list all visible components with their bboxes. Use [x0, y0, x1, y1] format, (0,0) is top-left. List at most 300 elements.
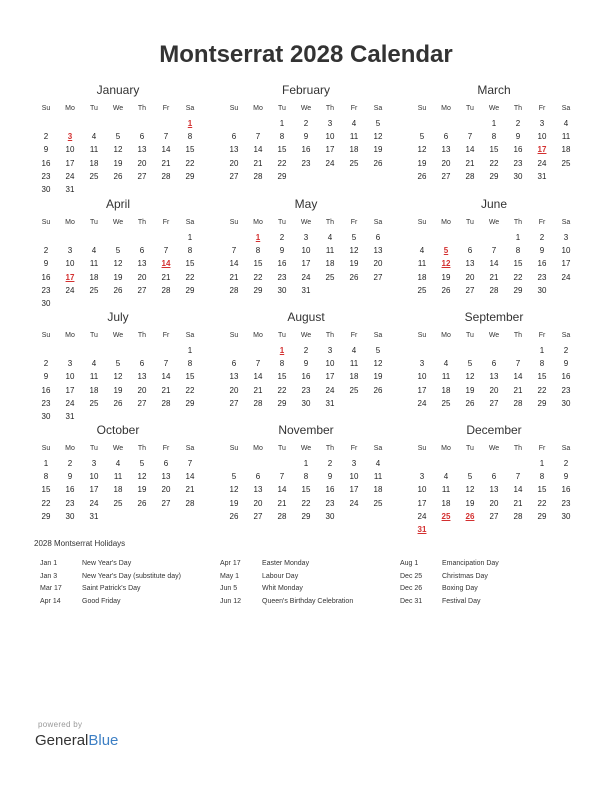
day-cell: 4: [351, 346, 357, 355]
day-cell: 21: [161, 158, 171, 168]
day-cell: 13: [441, 145, 451, 155]
weekday-header: [410, 101, 578, 117]
empty-cell: [366, 170, 390, 183]
day-cell: 7: [491, 246, 497, 256]
week-row: [410, 157, 578, 170]
day-cell: 30: [561, 511, 571, 521]
month-name: December: [466, 423, 522, 437]
empty-cell: [270, 457, 294, 470]
empty-cell: [410, 344, 434, 357]
day-cell: 21: [253, 385, 263, 395]
week-row: [34, 370, 202, 383]
week-row: [222, 384, 390, 397]
day-cell: 1: [491, 119, 497, 128]
weekday-label: Fr: [350, 105, 358, 112]
month-june: [410, 195, 578, 297]
week-row: [410, 344, 578, 357]
month-october: [34, 421, 202, 523]
week-row: [34, 470, 202, 483]
day-cell: 8: [515, 246, 521, 256]
holiday-date: Dec 31: [400, 597, 423, 605]
weekday-label: Mo: [65, 219, 75, 226]
day-cell: 10: [301, 246, 311, 256]
day-cell: 2: [303, 346, 309, 355]
day-cell: 12: [465, 485, 475, 495]
empty-cell: [82, 231, 106, 244]
weekday-header: [410, 441, 578, 457]
day-cell: 26: [349, 272, 359, 282]
empty-cell: [154, 510, 178, 523]
day-cell: 20: [489, 498, 499, 508]
day-cell: 25: [349, 158, 359, 168]
week-row: [34, 117, 202, 130]
day-cell: 1: [187, 233, 193, 242]
empty-cell: [130, 231, 154, 244]
day-cell: 9: [563, 359, 569, 369]
day-cell: 5: [467, 359, 473, 369]
day-cell: 14: [253, 145, 263, 155]
empty-cell: [58, 231, 82, 244]
week-row: [34, 384, 202, 397]
day-cell: 31: [65, 184, 75, 194]
day-cell: 26: [113, 171, 123, 181]
day-cell: 28: [465, 171, 475, 181]
day-cell: 6: [491, 359, 497, 369]
powered-by-text: powered by: [38, 720, 83, 729]
day-cell: 6: [375, 233, 381, 242]
day-cell: 15: [277, 145, 287, 155]
day-cell: 18: [113, 485, 123, 495]
day-cell: 5: [351, 233, 357, 242]
week-row: [34, 497, 202, 510]
month-name: March: [477, 83, 511, 97]
day-cell: 23: [277, 272, 287, 282]
holiday-name: Good Friday: [82, 597, 121, 605]
week-row: [34, 257, 202, 270]
empty-cell: [458, 231, 482, 244]
day-cell: 1: [279, 119, 285, 128]
day-cell: 29: [513, 285, 523, 295]
day-cell: 10: [65, 145, 75, 155]
day-cell: 8: [303, 472, 309, 482]
day-cell: 6: [163, 459, 169, 468]
day-cell: 10: [349, 472, 359, 482]
day-cell: 14: [161, 145, 171, 155]
day-cell: 3: [303, 233, 309, 242]
empty-cell: [246, 344, 270, 357]
empty-cell: [434, 523, 458, 536]
day-cell: 1: [187, 119, 193, 128]
empty-cell: [434, 117, 458, 130]
day-cell: 26: [373, 385, 383, 395]
day-cell: 12: [465, 372, 475, 382]
week-row: [34, 244, 202, 257]
empty-cell: [506, 457, 530, 470]
empty-cell: [434, 231, 458, 244]
day-cell: 2: [539, 233, 545, 242]
weekday-label: Mo: [253, 332, 263, 339]
week-row: [222, 143, 390, 156]
day-cell: 11: [441, 372, 451, 382]
week-row: [222, 244, 390, 257]
day-cell: 7: [255, 132, 261, 142]
day-cell: 16: [277, 259, 287, 269]
day-cell: 24: [325, 385, 335, 395]
empty-cell: [434, 457, 458, 470]
holiday-name: New Year's Day (substitute day): [82, 572, 181, 580]
holiday-item: [34, 583, 181, 596]
day-cell: 7: [163, 132, 169, 142]
day-cell: 27: [465, 285, 475, 295]
holiday-column: [214, 558, 353, 608]
day-cell: 2: [43, 132, 49, 142]
day-cell: 23: [41, 171, 51, 181]
day-cell: 22: [253, 272, 263, 282]
day-cell: 19: [229, 498, 239, 508]
weekday-label: Fr: [538, 445, 546, 452]
day-cell: 30: [65, 511, 75, 521]
day-cell: 16: [301, 145, 311, 155]
day-cell: 3: [351, 459, 357, 468]
empty-cell: [458, 117, 482, 130]
empty-cell: [554, 523, 578, 536]
holiday-name: New Year's Day: [82, 560, 132, 567]
day-cell: 26: [113, 285, 123, 295]
day-cell: 7: [515, 359, 521, 369]
holiday-item: [214, 583, 353, 596]
holiday-name: Christmas Day: [442, 572, 488, 580]
week-row: [222, 257, 390, 270]
day-cell: 16: [65, 485, 75, 495]
day-cell: 1: [539, 459, 545, 468]
day-cell: 21: [277, 498, 287, 508]
week-row: [410, 384, 578, 397]
day-cell: 27: [137, 398, 147, 408]
weekday-label: We: [300, 105, 312, 112]
holiday-date: Apr 14: [40, 597, 61, 605]
week-row: [410, 130, 578, 143]
day-cell: 3: [327, 346, 333, 355]
day-cell: 1: [539, 346, 545, 355]
weekday-label: We: [112, 445, 124, 452]
day-cell: 13: [161, 472, 171, 482]
weekday-label: Mo: [441, 332, 451, 339]
day-cell: 25: [89, 285, 99, 295]
day-cell: 29: [301, 511, 311, 521]
weekday-label: Sa: [373, 105, 383, 112]
weekday-label: Mo: [253, 445, 263, 452]
day-cell: 9: [43, 372, 49, 382]
day-cell: 8: [43, 472, 49, 482]
day-cell: 9: [303, 132, 309, 142]
week-row: [34, 483, 202, 496]
day-cell: 24: [301, 272, 311, 282]
weekday-label: Th: [513, 105, 523, 112]
week-row: [34, 344, 202, 357]
holiday-item: [214, 571, 353, 584]
day-cell: 19: [373, 372, 383, 382]
week-row: [222, 483, 390, 496]
day-cell: 24: [325, 158, 335, 168]
page-title: Montserrat 2028 Calendar: [159, 41, 453, 68]
day-cell: 14: [185, 472, 195, 482]
day-cell: 28: [161, 285, 171, 295]
day-cell: 23: [301, 158, 311, 168]
day-cell: 21: [161, 272, 171, 282]
week-row: [410, 143, 578, 156]
day-cell: 30: [513, 171, 523, 181]
weekday-label: Su: [41, 219, 51, 226]
day-cell: 3: [419, 472, 425, 482]
weekday-label: Sa: [373, 445, 383, 452]
weekday-label: Mo: [253, 219, 263, 226]
weekday-label: Fr: [162, 219, 170, 226]
weekday-label: Th: [137, 445, 147, 452]
day-cell: 3: [67, 246, 73, 256]
empty-cell: [130, 117, 154, 130]
holidays-title: 2028 Montserrat Holidays: [34, 539, 126, 548]
day-cell: 25: [373, 498, 383, 508]
holiday-item: [394, 596, 499, 609]
weekday-label: Tu: [466, 445, 474, 452]
day-cell: 19: [465, 498, 475, 508]
day-cell: 14: [229, 259, 239, 269]
holiday-date: Jan 3: [40, 572, 58, 580]
weekday-label: Mo: [253, 105, 263, 112]
day-cell: 1: [515, 233, 521, 242]
day-cell: 15: [253, 259, 263, 269]
weekday-label: Su: [41, 105, 51, 112]
day-cell: 12: [137, 472, 147, 482]
weekday-label: Su: [417, 445, 427, 452]
holiday-date: Jun 5: [220, 585, 238, 592]
weekday-label: We: [112, 219, 124, 226]
weekday-label: Su: [417, 105, 427, 112]
holiday-item: [34, 558, 181, 571]
day-cell: 6: [231, 132, 237, 142]
day-cell: 26: [229, 511, 239, 521]
day-cell: 28: [253, 398, 263, 408]
day-cell: 11: [89, 145, 99, 155]
day-cell: 24: [65, 398, 75, 408]
empty-cell: [106, 510, 130, 523]
week-row: [34, 231, 202, 244]
empty-cell: [318, 170, 342, 183]
weekday-label: Su: [417, 332, 427, 339]
weekday-label: Tu: [278, 105, 286, 112]
day-cell: 19: [137, 485, 147, 495]
empty-cell: [506, 523, 530, 536]
empty-cell: [106, 344, 130, 357]
day-cell: 22: [185, 158, 195, 168]
empty-cell: [342, 170, 366, 183]
day-cell: 28: [513, 398, 523, 408]
month-name: May: [294, 197, 318, 211]
week-row: [410, 257, 578, 270]
holiday-column: [394, 558, 499, 608]
day-cell: 29: [537, 511, 547, 521]
day-cell: 19: [349, 259, 359, 269]
week-row: [410, 470, 578, 483]
day-cell: 11: [561, 132, 571, 142]
holiday-date: Aug 1: [400, 560, 419, 567]
holiday-item: [394, 583, 499, 596]
weekday-header: [222, 101, 390, 117]
day-cell: 16: [41, 158, 51, 168]
day-cell: 29: [537, 398, 547, 408]
day-cell: 29: [41, 511, 51, 521]
month-name: April: [105, 197, 130, 211]
week-row: [34, 357, 202, 370]
day-cell: 8: [539, 359, 545, 369]
day-cell: 28: [253, 171, 263, 181]
week-row: [410, 357, 578, 370]
week-row: [222, 117, 390, 130]
day-cell: 2: [43, 359, 49, 369]
day-cell: 12: [441, 259, 451, 269]
day-cell: 20: [253, 498, 263, 508]
day-cell: 9: [43, 259, 49, 269]
day-cell: 27: [489, 398, 499, 408]
day-cell: 17: [417, 498, 427, 508]
day-cell: 4: [91, 246, 97, 256]
day-cell: 24: [89, 498, 99, 508]
day-cell: 2: [563, 346, 569, 355]
weekday-label: Fr: [538, 105, 546, 112]
weekday-label: We: [300, 332, 312, 339]
empty-cell: [58, 344, 82, 357]
week-row: [34, 130, 202, 143]
day-cell: 7: [163, 246, 169, 256]
day-cell: 2: [515, 119, 521, 128]
empty-cell: [82, 117, 106, 130]
day-cell: 23: [301, 385, 311, 395]
day-cell: 18: [441, 385, 451, 395]
week-row: [410, 231, 578, 244]
day-cell: 25: [349, 385, 359, 395]
weekday-label: Sa: [561, 105, 571, 112]
day-cell: 11: [441, 485, 451, 495]
day-cell: 29: [185, 398, 195, 408]
empty-cell: [342, 397, 366, 410]
weekday-label: Tu: [466, 332, 474, 339]
day-cell: 28: [161, 171, 171, 181]
day-cell: 20: [489, 385, 499, 395]
day-cell: 5: [375, 119, 381, 128]
generalblue-logo[interactable]: [35, 732, 118, 749]
day-cell: 30: [277, 285, 287, 295]
day-cell: 8: [279, 359, 285, 369]
empty-cell: [482, 231, 506, 244]
empty-cell: [554, 170, 578, 183]
holiday-item: [214, 596, 353, 609]
empty-cell: [366, 510, 390, 523]
weekday-label: Su: [229, 219, 239, 226]
month-february: [222, 81, 390, 183]
day-cell: 17: [65, 272, 75, 282]
day-cell: 4: [419, 246, 425, 256]
day-cell: 9: [515, 132, 521, 142]
weekday-header: [410, 328, 578, 344]
empty-cell: [222, 117, 246, 130]
day-cell: 9: [67, 472, 73, 482]
day-cell: 18: [89, 385, 99, 395]
day-cell: 14: [161, 259, 171, 269]
day-cell: 12: [373, 359, 383, 369]
weekday-label: Th: [513, 219, 523, 226]
day-cell: 30: [537, 285, 547, 295]
day-cell: 3: [327, 119, 333, 128]
day-cell: 27: [489, 511, 499, 521]
empty-cell: [222, 344, 246, 357]
day-cell: 24: [65, 285, 75, 295]
day-cell: 4: [91, 359, 97, 369]
weekday-label: Th: [513, 332, 523, 339]
day-cell: 16: [561, 485, 571, 495]
weekday-label: Fr: [538, 219, 546, 226]
day-cell: 31: [301, 285, 311, 295]
day-cell: 7: [279, 472, 285, 482]
day-cell: 28: [161, 398, 171, 408]
holiday-name: Labour Day: [262, 572, 299, 580]
day-cell: 27: [229, 398, 239, 408]
holiday-name: Easter Monday: [262, 560, 310, 567]
day-cell: 2: [303, 119, 309, 128]
weekday-label: Su: [229, 332, 239, 339]
weekday-label: Tu: [90, 105, 98, 112]
month-name: January: [96, 83, 140, 97]
month-april: [34, 195, 202, 310]
day-cell: 6: [491, 472, 497, 482]
day-cell: 27: [161, 498, 171, 508]
day-cell: 11: [325, 246, 335, 256]
empty-cell: [458, 523, 482, 536]
weekday-label: Fr: [162, 105, 170, 112]
day-cell: 11: [113, 472, 123, 482]
day-cell: 29: [185, 171, 195, 181]
day-cell: 31: [537, 171, 547, 181]
day-cell: 16: [301, 372, 311, 382]
day-cell: 5: [375, 346, 381, 355]
day-cell: 22: [537, 385, 547, 395]
day-cell: 27: [373, 272, 383, 282]
week-row: [222, 470, 390, 483]
empty-cell: [410, 231, 434, 244]
day-cell: 8: [187, 359, 193, 369]
weekday-label: Su: [41, 445, 51, 452]
day-cell: 29: [489, 171, 499, 181]
day-cell: 12: [417, 145, 427, 155]
day-cell: 29: [253, 285, 263, 295]
day-cell: 7: [255, 359, 261, 369]
weekday-label: Sa: [373, 219, 383, 226]
day-cell: 23: [537, 272, 547, 282]
empty-cell: [342, 510, 366, 523]
weekday-label: Tu: [278, 445, 286, 452]
day-cell: 25: [561, 158, 571, 168]
day-cell: 25: [89, 398, 99, 408]
day-cell: 17: [561, 259, 571, 269]
day-cell: 30: [41, 184, 51, 194]
day-cell: 17: [89, 485, 99, 495]
day-cell: 7: [231, 246, 237, 256]
day-cell: 16: [41, 272, 51, 282]
day-cell: 21: [253, 158, 263, 168]
holiday-item: [394, 558, 499, 571]
day-cell: 9: [327, 472, 333, 482]
holiday-date: Dec 25: [400, 572, 423, 580]
holiday-name: Saint Patrick's Day: [82, 585, 141, 592]
